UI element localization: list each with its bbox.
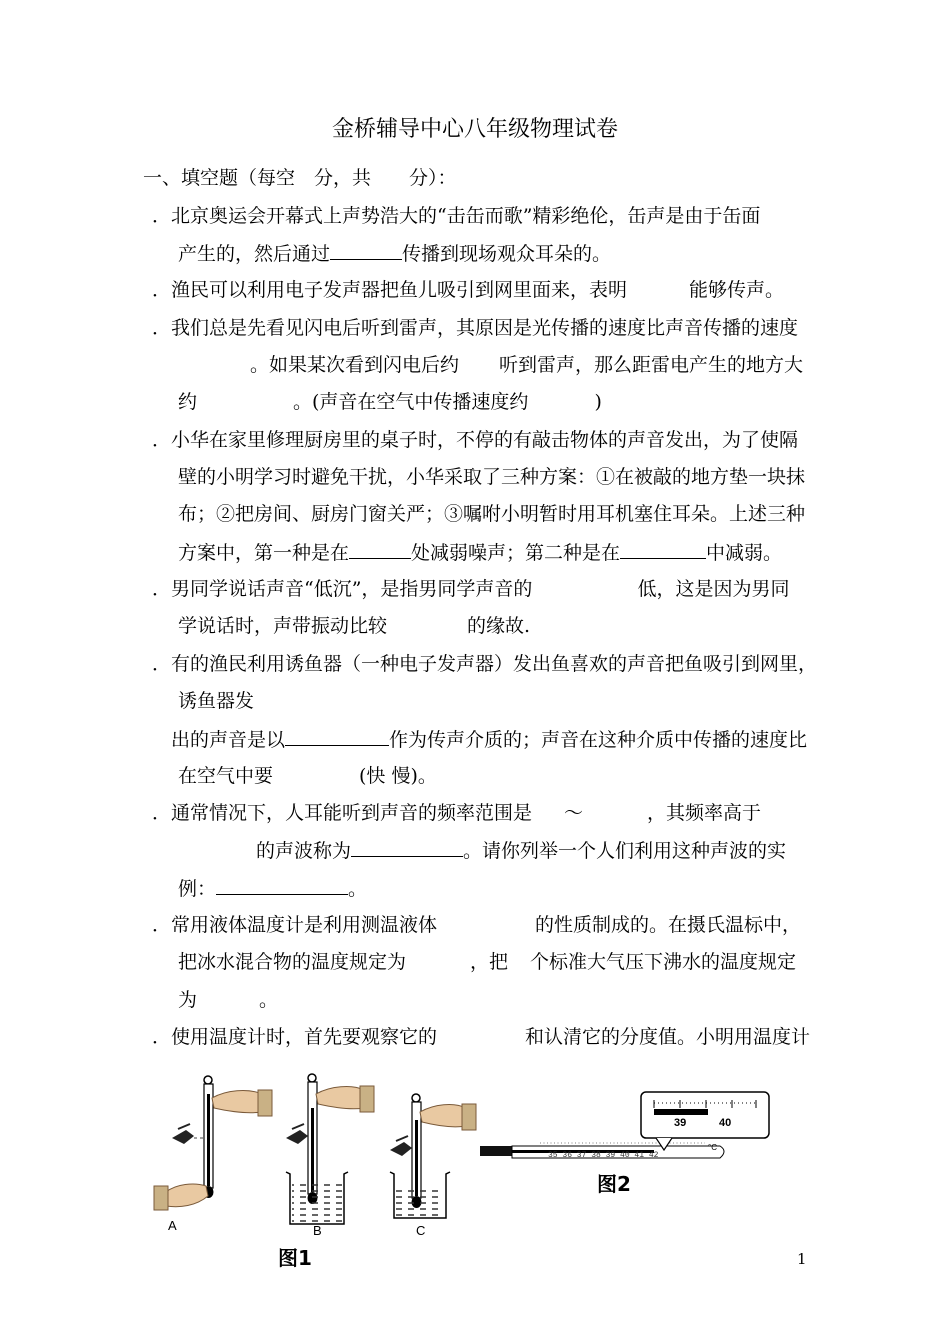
- q5-line-2: [178, 614, 530, 638]
- eye-icon-a: [172, 1124, 208, 1144]
- answer-blank[interactable]: [620, 540, 706, 559]
- q1-text-2: 传播到现场观众耳朵的。: [402, 243, 612, 265]
- q6-text-2: 作为传声介质的；声音在这种介质中传播的速度比: [389, 729, 808, 751]
- q4-line-2: 壁的小明学习时避免干扰，小华采取了三种方案：①在被敲的地方垫一块抹: [178, 466, 806, 488]
- q2-text-2: 能够传声。: [689, 279, 785, 301]
- q5-text-4: 的缘故.: [467, 615, 531, 637]
- hand-a-bottom: [154, 1184, 208, 1210]
- hand-b: [316, 1086, 374, 1112]
- q8-line-3: [178, 988, 278, 1012]
- figure-illustrations: [0, 1060, 950, 1280]
- q6-text-3: 在空气中要: [178, 765, 274, 787]
- q2-line-1: [152, 278, 784, 302]
- q3-text-5: ): [594, 391, 602, 413]
- q4-line-4: [178, 540, 782, 565]
- q7-text-1: ．通常情况下，人耳能听到声音的频率范围是: [152, 802, 533, 824]
- q6-line-4: [178, 764, 437, 788]
- unit-label: °C: [708, 1143, 717, 1152]
- figure-2-caption: 图2: [597, 1172, 631, 1196]
- q7-text-6: 例：: [178, 878, 217, 900]
- q2-text-1: ．渔民可以利用电子发声器把鱼儿吸引到网里面来，表明: [152, 279, 628, 301]
- q6-line-3: [171, 727, 807, 752]
- q3-text-4: 。(声音在空气中传播速度约: [293, 391, 529, 413]
- figure-label-a: A: [168, 1218, 177, 1233]
- answer-blank[interactable]: [349, 540, 411, 559]
- q1-line-1: ．北京奥运会开幕式上声势浩大的“击缶而歌”精彩绝伦，缶声是由于缶面: [152, 205, 761, 227]
- q7-line-1: [152, 801, 761, 825]
- q8-text-3: 把冰水混合物的温度规定为: [178, 951, 407, 973]
- q7-text-7: 。: [348, 878, 368, 900]
- page-title: 金桥辅导中心八年级物理试卷: [331, 117, 618, 142]
- thermometer-scale: 35 36 37 38 39 40 41 42: [548, 1151, 659, 1160]
- q3-text-3: 约: [178, 391, 198, 413]
- q7-text-3: ，其频率高于: [647, 802, 762, 824]
- q7-text-5: 。请你列举一个人们利用这种声波的实: [463, 840, 787, 862]
- q3-text-1: 。如果某次看到闪电后约: [250, 354, 460, 376]
- q5-text-3: 学说话时，声带振动比较: [178, 615, 388, 637]
- q3-text-2: 听到雷声，那么距雷电产生的地方大: [499, 354, 804, 376]
- answer-blank[interactable]: [285, 727, 389, 746]
- q6-line-2: 诱鱼器发: [178, 690, 255, 712]
- q7-line-2: [178, 838, 786, 863]
- figure-1-caption: 图1: [278, 1246, 312, 1270]
- q8-text-4: ，把: [470, 951, 509, 973]
- q8-text-1: ．常用液体温度计是利用测温液体: [152, 914, 438, 936]
- q7-line-3: [178, 876, 367, 901]
- figure-label-b: B: [313, 1223, 322, 1238]
- section-heading: 一、填空题（每空 分，共 分）：: [143, 167, 457, 189]
- q8-line-1: [152, 913, 801, 937]
- q6-text-1: 出的声音是以: [171, 729, 286, 751]
- thermometer-a: [204, 1076, 214, 1198]
- q5-text-1: ．男同学说话声音“低沉”，是指男同学声音的: [152, 578, 533, 600]
- q4-line-1: ．小华在家里修理厨房里的桌子时，不停的有敲击物体的声音发出，为了使隔: [152, 429, 799, 451]
- q1-text-1: 产生的，然后通过: [178, 243, 331, 265]
- hand-a-top: [212, 1090, 272, 1116]
- q3-line-1: ．我们总是先看见闪电后听到雷声，其原因是光传播的速度比声音传播的速度: [152, 317, 799, 339]
- q4-text-3: 中减弱。: [706, 542, 783, 564]
- q8-text-7: 。: [259, 989, 279, 1011]
- q5-text-2: 低，这是因为男同: [637, 578, 790, 600]
- q4-text-2: 处减弱噪声；第二种是在: [411, 542, 621, 564]
- hand-c: [420, 1104, 476, 1130]
- magnified-scale-callout: [641, 1092, 769, 1150]
- page-number: 1: [797, 1250, 807, 1268]
- q9-line-1: [152, 1025, 810, 1049]
- figure-label-c: C: [416, 1223, 426, 1238]
- q8-text-2: 的性质制成的。在摄氏温标中，: [535, 914, 802, 936]
- q3-line-3: [178, 390, 602, 414]
- q9-text-1: ．使用温度计时，首先要观察它的: [152, 1026, 438, 1048]
- q6-text-4: (快 慢)。: [359, 765, 437, 787]
- q3-line-2: [178, 353, 803, 377]
- q4-text-1: 方案中，第一种是在: [178, 542, 350, 564]
- q8-line-2: [178, 950, 796, 974]
- answer-blank[interactable]: [216, 876, 348, 895]
- q8-text-5: 个标准大气压下沸水的温度规定: [530, 951, 797, 973]
- q6-line-1: ．有的渔民利用诱鱼器（一种电子发声器）发出鱼喜欢的声音把鱼吸引到网里，: [152, 653, 818, 675]
- q5-line-1: [152, 577, 789, 601]
- q1-line-2: [178, 241, 611, 266]
- q7-text-2: ～: [564, 802, 584, 824]
- scale-readout-40: 40: [719, 1117, 732, 1129]
- q8-text-6: 为: [178, 989, 198, 1011]
- answer-blank[interactable]: [351, 838, 463, 857]
- answer-blank[interactable]: [330, 241, 402, 260]
- scale-readout-39: 39: [674, 1117, 687, 1129]
- q7-text-4: 的声波称为: [256, 840, 352, 862]
- q4-line-3: 布；②把房间、厨房门窗关严；③嘱咐小明暂时用耳机塞住耳朵。上述三种: [178, 503, 806, 525]
- q9-text-2: 和认清它的分度值。小明用温度计: [525, 1026, 811, 1048]
